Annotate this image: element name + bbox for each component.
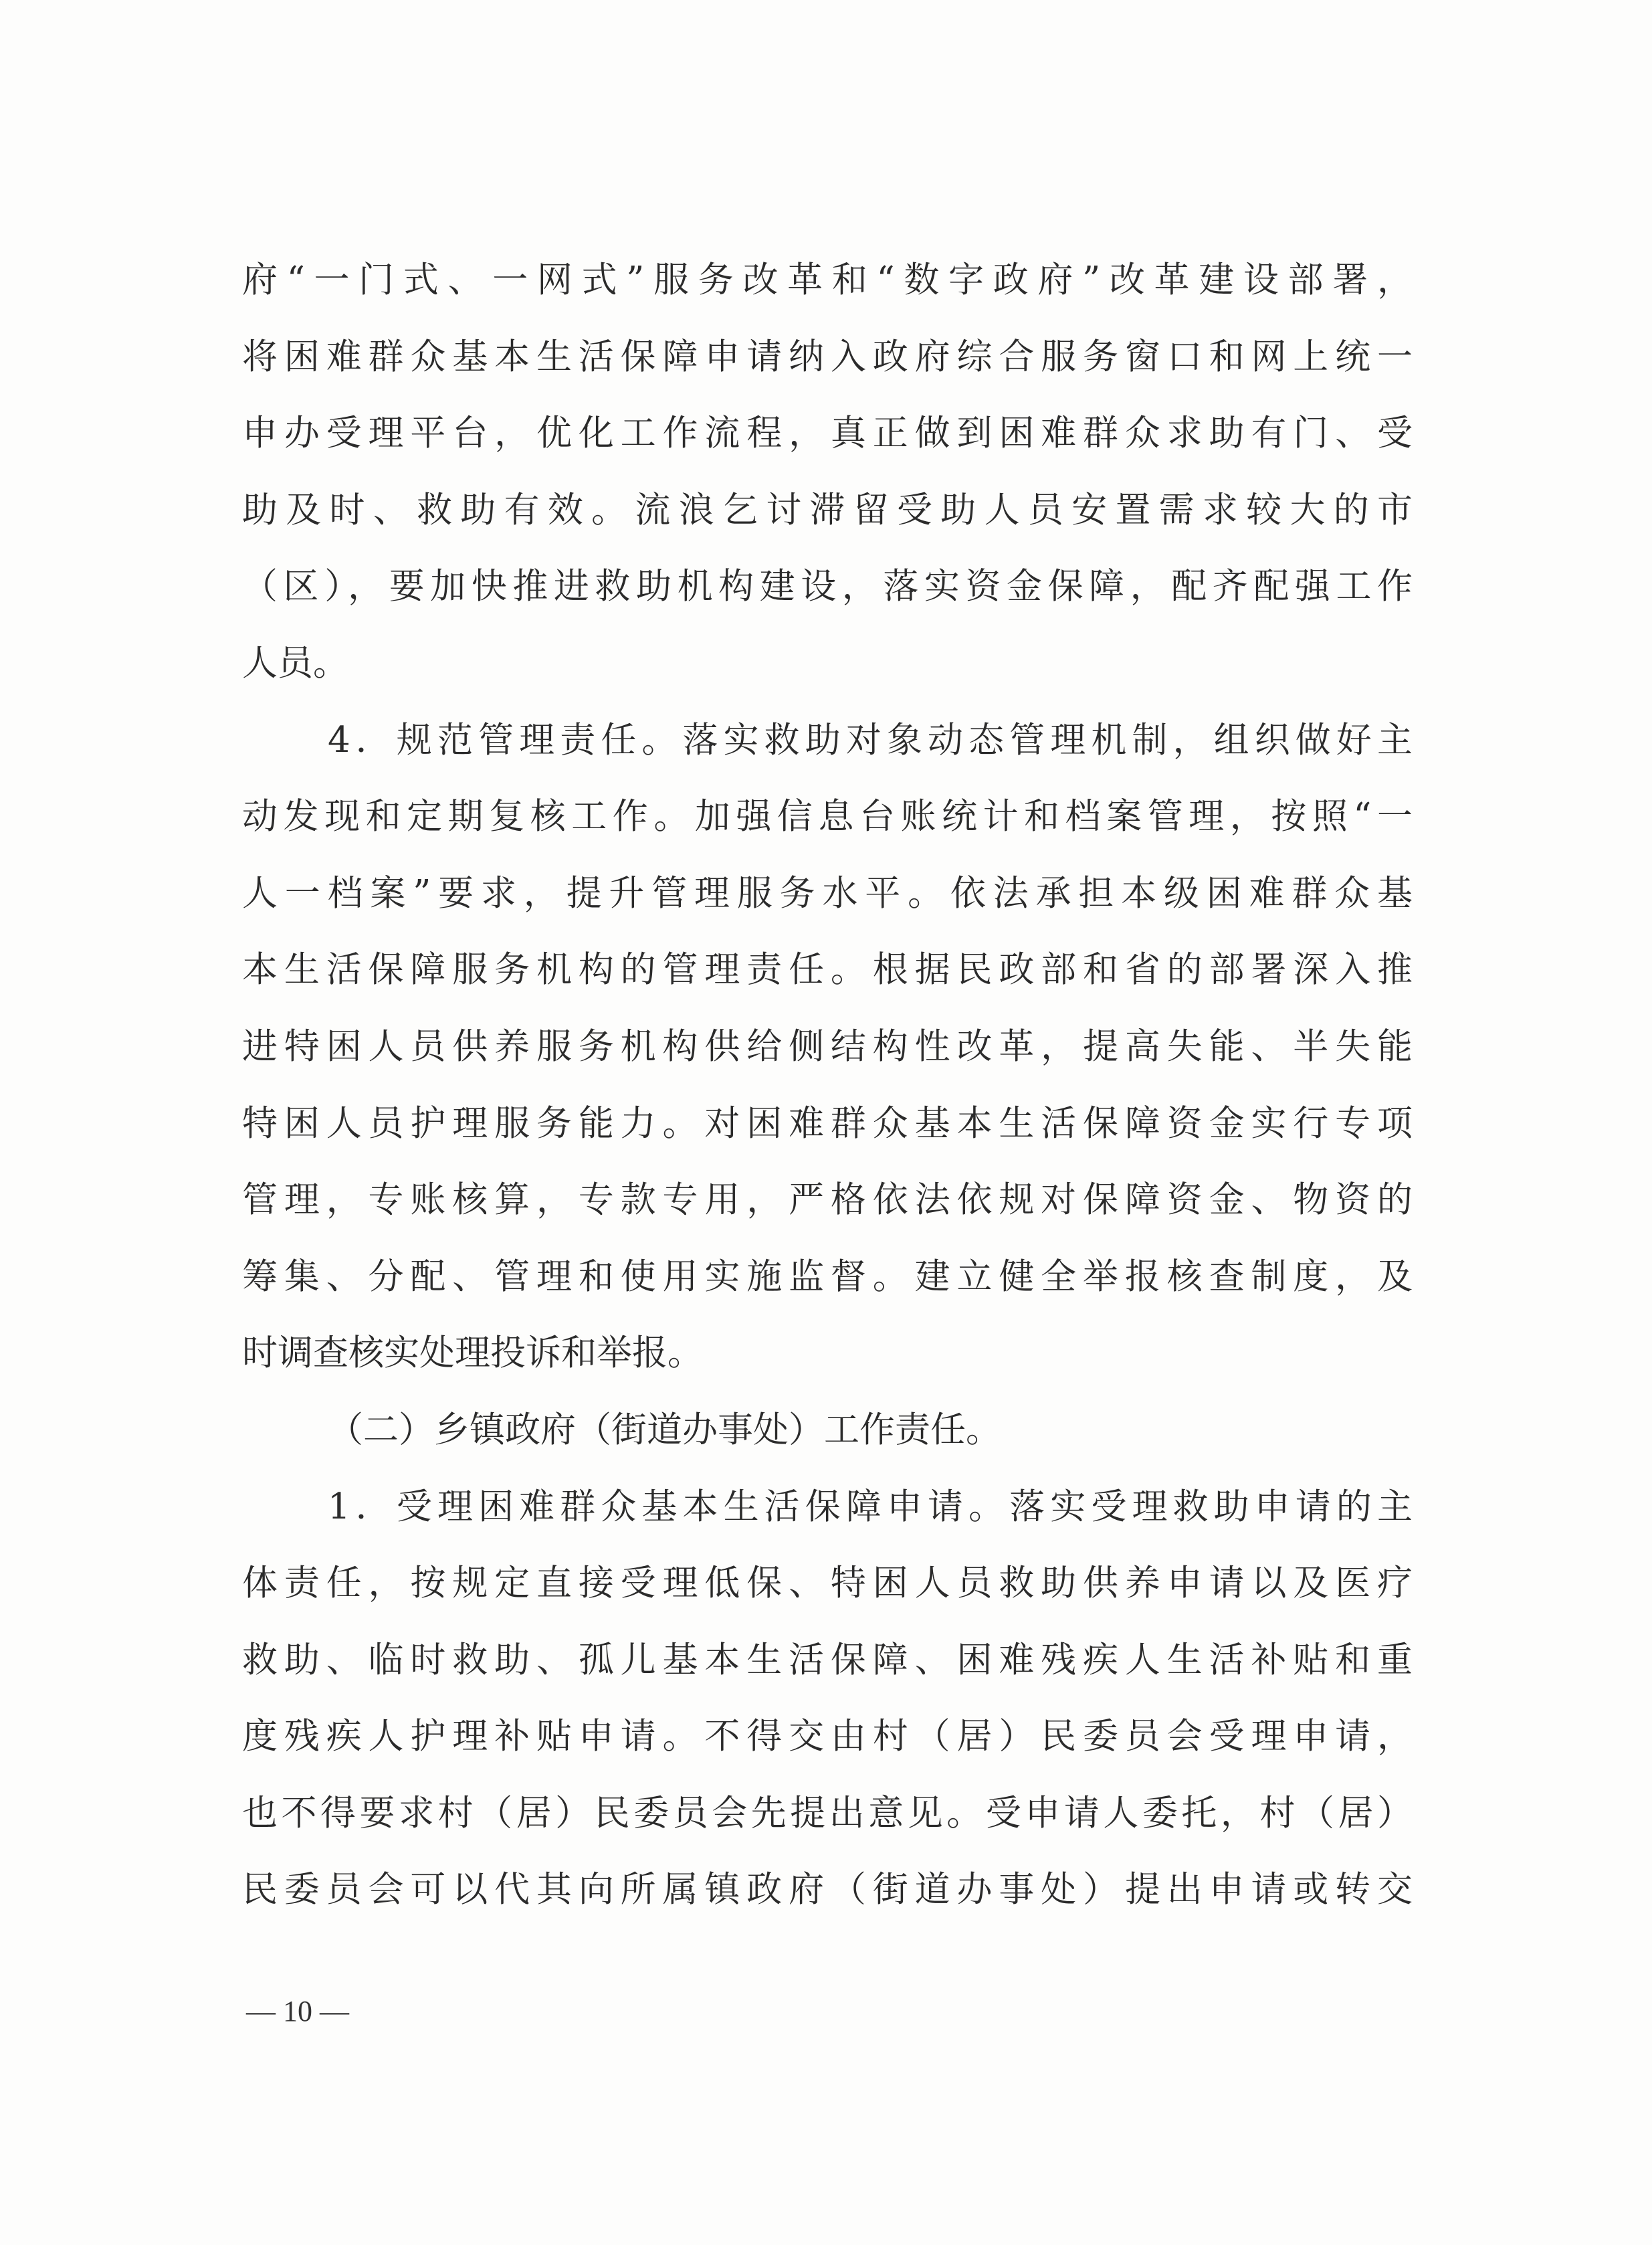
text-line: 度残疾人护理补贴申请。不得交由村（居）民委员会受理申请，: [242, 1716, 1413, 1757]
text-line: （区），要加快推进救助机构建设，落实资金保障，配齐配强工作: [242, 566, 1413, 607]
text-line: 也不得要求村（居）民委员会先提出意见。受申请人委托，村（居）: [242, 1792, 1413, 1834]
text-line: 进特困人员供养服务机构供给侧结构性改革，提高失能、半失能: [242, 1026, 1413, 1067]
text-line: 申办受理平台，优化工作流程，真正做到困难群众求助有门、受: [242, 413, 1413, 454]
text-line: 将困难群众基本生活保障申请纳入政府综合服务窗口和网上统一: [242, 336, 1413, 377]
text-line: 筹集、分配、管理和使用实施监督。建立健全举报核查制度，及: [242, 1256, 1413, 1297]
text-line: 民委员会可以代其向所属镇政府（街道办事处）提出申请或转交: [242, 1869, 1413, 1911]
text-line: 人员。: [242, 642, 348, 684]
paragraph-heading-line: 4．规范管理责任。落实救助对象动态管理机制，组织做好主: [328, 719, 1413, 761]
body-text: [242, 242, 1413, 1929]
text-line: 管理，专账核算，专款专用，严格依法依规对保障资金、物资的: [242, 1179, 1413, 1221]
text-line: 时调查核实处理投诉和举报。: [242, 1333, 703, 1374]
page-number: — 10 —: [246, 1995, 349, 2028]
paragraph-heading-line: 1．受理困难群众基本生活保障申请。落实受理救助申请的主: [328, 1486, 1413, 1527]
text-line: 动发现和定期复核工作。加强信息台账统计和档案管理，按照“一: [242, 796, 1413, 838]
text-line: 助及时、救助有效。流浪乞讨滞留受助人员安置需求较大的市: [242, 489, 1413, 530]
text-line: 人一档案”要求，提升管理服务水平。依法承担本级困难群众基: [242, 872, 1413, 914]
text-line: 府“一门式、一网式”服务改革和“数字政府”改革建设部署，: [242, 260, 1413, 300]
text-line: 特困人员护理服务能力。对困难群众基本生活保障资金实行专项: [242, 1102, 1413, 1144]
text-line: 救助、临时救助、孤儿基本生活保障、困难残疾人生活补贴和重: [242, 1639, 1413, 1680]
text-line: 体责任，按规定直接受理低保、特困人员救助供养申请以及医疗: [242, 1563, 1413, 1604]
text-line: 本生活保障服务机构的管理责任。根据民政部和省的部署深入推: [242, 949, 1413, 991]
section-heading: （二）乡镇政府（街道办事处）工作责任。: [328, 1409, 1001, 1450]
